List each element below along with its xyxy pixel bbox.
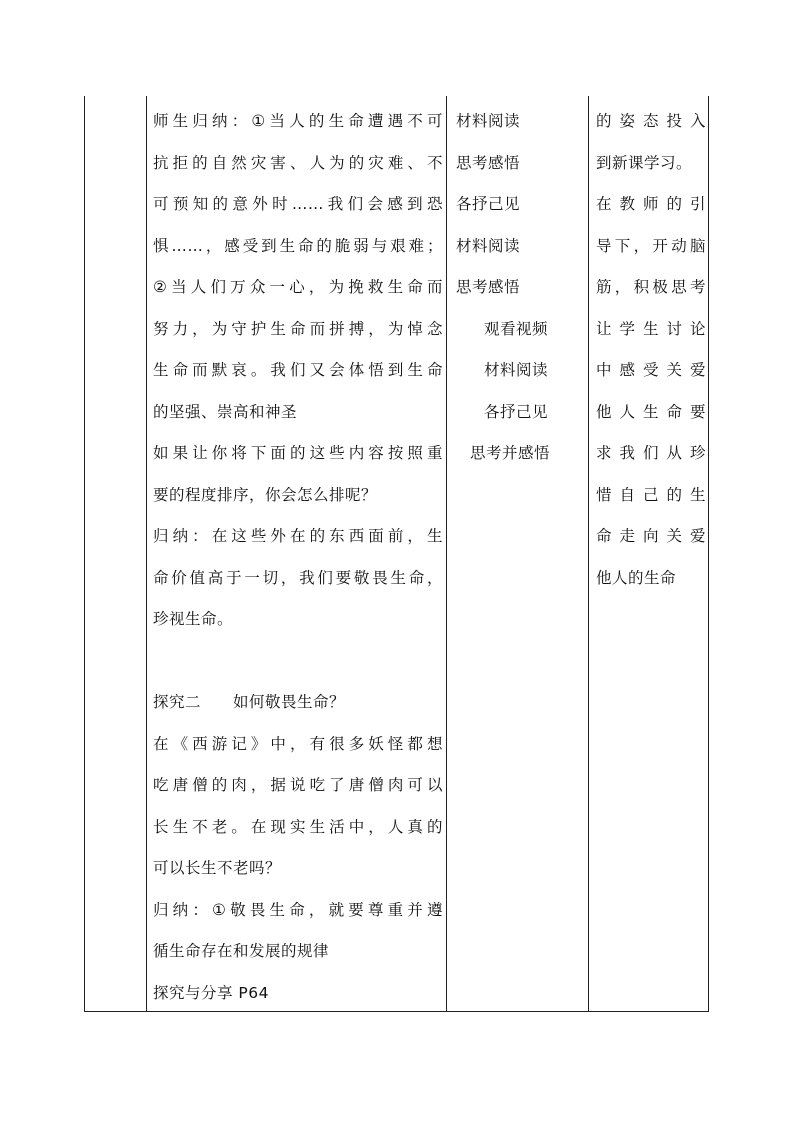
student-activity-item: 思考并感悟 <box>470 444 551 462</box>
text-line: 生命而默哀。我们又会体悟到生命 <box>153 361 443 379</box>
text-line: 珍视生命。 <box>153 610 234 628</box>
text-line: 到新课学习。 <box>596 153 693 172</box>
text-line: 在教师的引 <box>596 195 706 213</box>
lesson-table <box>84 96 709 1012</box>
text-line: 吃唐僧的肉，据说吃了唐僧肉可以 <box>153 776 443 794</box>
text-line: 在《西游记》中，有很多妖怪都想 <box>153 734 443 753</box>
teacher-activity-column <box>153 96 443 1012</box>
text-line: 让学生讨论 <box>596 319 706 338</box>
column-divider-3 <box>588 96 589 1012</box>
student-activity-column <box>456 96 584 1012</box>
text-line: 要的程度排序，你会怎么排呢？ <box>153 485 378 504</box>
text-line: 中感受关爱 <box>596 361 706 379</box>
student-activity-item: 各抒己见 <box>484 402 549 421</box>
text-line: 长生不老。在现实生活中，人真的 <box>153 817 443 836</box>
table-border-left <box>84 96 85 1012</box>
text-line: 惧……，感受到生命的脆弱与艰难； <box>153 236 443 255</box>
text-line: 惜自己的生 <box>596 485 706 504</box>
text-line: 命价值高于一切，我们要敬畏生命， <box>153 568 443 587</box>
text-line: 他人生命要 <box>596 402 706 421</box>
column-divider-2 <box>446 96 447 1012</box>
section-heading: 探究二 如何敬畏生命？ <box>153 693 346 711</box>
text-line: 可预知的意外时……我们会感到恐 <box>153 195 443 213</box>
spacer <box>153 641 443 683</box>
text-line: 循生命存在和发展的规律 <box>153 942 330 960</box>
student-activity-item: 材料阅读 <box>456 112 521 130</box>
student-activity-item: 各抒己见 <box>456 195 521 213</box>
student-activity-item: 思考感悟 <box>456 278 521 296</box>
text-line: 他人的生命 <box>596 568 677 587</box>
text-line: 如果让你将下面的这些内容按照重 <box>153 444 443 462</box>
text-line: 筋，积极思考 <box>596 278 706 296</box>
design-intent-column <box>596 96 706 1012</box>
student-activity-item: 思考感悟 <box>456 153 521 172</box>
text-line: 求我们从珍 <box>596 444 706 462</box>
student-activity-item: 材料阅读 <box>484 361 549 379</box>
column-divider-1 <box>146 96 147 1012</box>
text-line: 师生归纳：①当人的生命遭遇不可 <box>153 112 443 130</box>
text-line: ②当人们万众一心，为挽救生命而 <box>153 278 443 296</box>
table-border-right <box>708 96 709 1012</box>
text-line: 导下，开动脑 <box>596 236 706 255</box>
text-line: 努力，为守护生命而拼搏，为悼念 <box>153 319 443 338</box>
text-line: 的坚强、崇高和神圣 <box>153 402 298 421</box>
text-line: 归纳：①敬畏生命，就要尊重并遵 <box>153 900 443 919</box>
text-line: 抗拒的自然灾害、人为的灾难、不 <box>153 153 443 172</box>
text-line: 可以长生不老吗？ <box>153 859 282 877</box>
text-line: 命走向关爱 <box>596 527 706 545</box>
student-activity-item: 观看视频 <box>484 319 549 338</box>
text-line: 探究与分享 P64 <box>153 983 269 1002</box>
text-line: 的姿态投入 <box>596 112 706 130</box>
text-line: 归纳：在这些外在的东西面前，生 <box>153 527 443 545</box>
student-activity-item: 材料阅读 <box>456 236 521 255</box>
